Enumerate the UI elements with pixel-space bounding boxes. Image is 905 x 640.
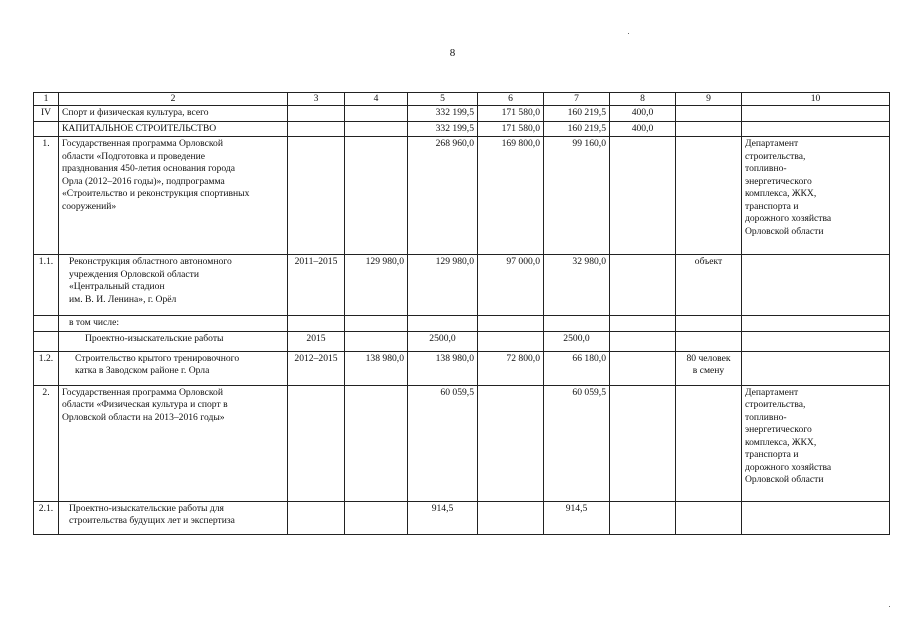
row-col7: 99 160,0 <box>544 137 610 255</box>
header-cell: 10 <box>742 93 890 106</box>
row-years: 2015 <box>288 331 345 351</box>
row-title: Реконструкция областного автономного учреждения Орловской области «Центральный стадион им. В. И. Ленина», г. Орёл <box>59 255 288 316</box>
row-number: IV <box>34 106 59 122</box>
row-col6 <box>478 316 544 332</box>
row-title: Строительство крытого тренировочного катка в Заводском районе г. Орла <box>59 351 288 385</box>
table-row <box>34 331 890 351</box>
row-years <box>288 121 345 137</box>
row-responsible: Департамент строительства, топливно- энергетического комплекса, ЖКХ, транспорта и дорожного хозяйства Орловской области <box>742 137 890 255</box>
row-col8: 400,0 <box>610 121 676 137</box>
row-number: 1.1. <box>34 255 59 316</box>
row-title: Проектно-изыскательские работы <box>59 331 288 351</box>
row-responsible <box>742 501 890 534</box>
row-capacity: объект <box>676 255 742 316</box>
row-estimate <box>345 331 408 351</box>
scan-speck <box>628 33 629 34</box>
table-row <box>34 255 890 316</box>
row-number: 1. <box>34 137 59 255</box>
row-estimate <box>345 121 408 137</box>
row-col8 <box>610 385 676 501</box>
row-col7: 914,5 <box>544 501 610 534</box>
header-cell: 6 <box>478 93 544 106</box>
row-number: 2. <box>34 385 59 501</box>
table-row <box>34 501 890 534</box>
header-cell: 8 <box>610 93 676 106</box>
row-col7: 66 180,0 <box>544 351 610 385</box>
row-years <box>288 316 345 332</box>
row-col6: 169 800,0 <box>478 137 544 255</box>
table-row <box>34 137 890 255</box>
row-estimate <box>345 137 408 255</box>
row-col7: 160 219,5 <box>544 106 610 122</box>
row-estimate <box>345 385 408 501</box>
row-col6 <box>478 501 544 534</box>
header-cell: 5 <box>408 93 478 106</box>
row-title: КАПИТАЛЬНОЕ СТРОИТЕЛЬСТВО <box>59 121 288 137</box>
row-title: Государственная программа Орловской области «Подготовка и проведение празднования 450-летия основания города Орла (2012–2016 годы)», подпрограмма «Строительство и реконструкция спортивных сооружений» <box>59 137 288 255</box>
row-estimate: 138 980,0 <box>345 351 408 385</box>
header-cell: 9 <box>676 93 742 106</box>
row-estimate: 129 980,0 <box>345 255 408 316</box>
row-col6: 171 580,0 <box>478 106 544 122</box>
row-responsible <box>742 351 890 385</box>
row-responsible <box>742 121 890 137</box>
table-row <box>34 106 890 122</box>
row-number <box>34 331 59 351</box>
row-estimate <box>345 106 408 122</box>
row-col6: 72 800,0 <box>478 351 544 385</box>
header-row <box>34 93 890 106</box>
row-capacity <box>676 385 742 501</box>
row-col5 <box>408 316 478 332</box>
row-col7: 160 219,5 <box>544 121 610 137</box>
row-responsible <box>742 106 890 122</box>
row-col5: 914,5 <box>408 501 478 534</box>
page-number: 8 <box>449 47 456 59</box>
row-title: Спорт и физическая культура, всего <box>59 106 288 122</box>
row-responsible <box>742 331 890 351</box>
row-responsible: Департамент строительства, топливно- энергетического комплекса, ЖКХ, транспорта и дорожного хозяйства Орловской области <box>742 385 890 501</box>
row-col8 <box>610 331 676 351</box>
header-cell: 4 <box>345 93 408 106</box>
row-col5: 60 059,5 <box>408 385 478 501</box>
row-capacity <box>676 331 742 351</box>
header-cell: 7 <box>544 93 610 106</box>
row-col8 <box>610 501 676 534</box>
row-estimate <box>345 501 408 534</box>
table-row <box>34 351 890 385</box>
row-col6 <box>478 331 544 351</box>
row-col8 <box>610 255 676 316</box>
row-estimate <box>345 316 408 332</box>
header-cell: 2 <box>59 93 288 106</box>
row-number: 1.2. <box>34 351 59 385</box>
row-years <box>288 137 345 255</box>
row-capacity <box>676 121 742 137</box>
row-title: Проектно-изыскательские работы для строительства будущих лет и экспертиза <box>59 501 288 534</box>
row-col6 <box>478 385 544 501</box>
header-cell: 3 <box>288 93 345 106</box>
row-col8 <box>610 316 676 332</box>
row-years <box>288 385 345 501</box>
row-col6: 171 580,0 <box>478 121 544 137</box>
row-col8 <box>610 137 676 255</box>
row-title: в том числе: <box>59 316 288 332</box>
row-col8: 400,0 <box>610 106 676 122</box>
row-years <box>288 106 345 122</box>
row-number <box>34 316 59 332</box>
row-col5: 129 980,0 <box>408 255 478 316</box>
header-cell: 1 <box>34 93 59 106</box>
row-col5: 268 960,0 <box>408 137 478 255</box>
table-row <box>34 316 890 332</box>
row-responsible <box>742 255 890 316</box>
row-col5: 332 199,5 <box>408 121 478 137</box>
row-capacity <box>676 501 742 534</box>
row-capacity: 80 человек в смену <box>676 351 742 385</box>
row-col5: 332 199,5 <box>408 106 478 122</box>
row-col7: 60 059,5 <box>544 385 610 501</box>
row-responsible <box>742 316 890 332</box>
row-capacity <box>676 137 742 255</box>
row-years: 2012–2015 <box>288 351 345 385</box>
budget-table <box>33 92 890 535</box>
row-years <box>288 501 345 534</box>
row-capacity <box>676 106 742 122</box>
row-number <box>34 121 59 137</box>
row-title: Государственная программа Орловской области «Физическая культура и спорт в Орловской области на 2013–2016 годы» <box>59 385 288 501</box>
row-col6: 97 000,0 <box>478 255 544 316</box>
row-col5: 138 980,0 <box>408 351 478 385</box>
row-col5: 2500,0 <box>408 331 478 351</box>
row-capacity <box>676 316 742 332</box>
table-row <box>34 385 890 501</box>
row-years: 2011–2015 <box>288 255 345 316</box>
row-col7: 2500,0 <box>544 331 610 351</box>
row-number: 2.1. <box>34 501 59 534</box>
row-col7 <box>544 316 610 332</box>
row-col7: 32 980,0 <box>544 255 610 316</box>
table-row <box>34 121 890 137</box>
scan-speck <box>889 606 890 607</box>
row-col8 <box>610 351 676 385</box>
